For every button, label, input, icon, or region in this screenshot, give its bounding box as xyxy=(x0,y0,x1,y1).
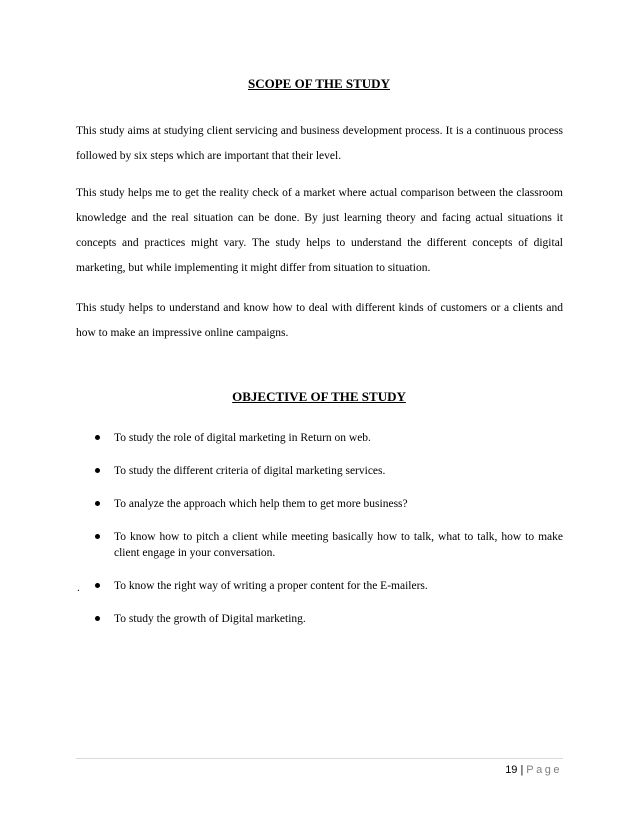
footer-separator: | xyxy=(520,764,524,776)
objective-item-text: To analyze the approach which help them to get more business? xyxy=(114,498,408,510)
bullet-icon xyxy=(95,435,100,440)
scope-heading: SCOPE OF THE STUDY xyxy=(248,76,390,91)
objective-item xyxy=(76,529,563,561)
page-footer xyxy=(505,762,562,778)
objective-item xyxy=(76,611,563,627)
objective-item xyxy=(76,430,563,446)
bullet-icon xyxy=(95,583,100,588)
objective-item xyxy=(76,578,563,594)
stray-period-mark: . xyxy=(77,582,80,594)
objective-item xyxy=(76,496,563,512)
bullet-icon xyxy=(95,534,100,539)
objective-item-text: To study the different criteria of digital marketing services. xyxy=(114,465,386,477)
bullet-icon xyxy=(95,468,100,473)
objective-item-text: To study the growth of Digital marketing. xyxy=(114,613,306,625)
bullet-icon xyxy=(95,616,100,621)
scope-paragraph-2: This study helps me to get the reality check of a market where actual comparison between the classroom knowledge and the real situation can be done. By just learning theory and facing actual situations it concepts and practices might vary. The study helps to understand the different concepts of digital marketing, but while implementing it might differ from situation to situation. xyxy=(76,187,563,274)
objective-list xyxy=(76,430,563,627)
footer-divider xyxy=(76,758,563,759)
bullet-icon xyxy=(95,501,100,506)
page-label: Page xyxy=(526,764,562,776)
objective-item-text: To study the role of digital marketing in Return on web. xyxy=(114,432,371,444)
scope-paragraph-3: This study helps to understand and know how to deal with different kinds of customers or a clients and how to make an impressive online campaigns. xyxy=(76,302,563,339)
objective-item-text: To know how to pitch a client while meeting basically how to talk, what to talk, how to make client engage in your conversation. xyxy=(114,531,563,559)
objective-item-text: To know the right way of writing a proper content for the E-mailers. xyxy=(114,580,428,592)
scope-paragraph-1: This study aims at studying client servicing and business development process. It is a continuous process followed by six steps which are important that their level. xyxy=(76,125,563,162)
objective-item xyxy=(76,463,563,479)
page-number: 19 xyxy=(505,764,518,776)
objective-heading: OBJECTIVE OF THE STUDY xyxy=(232,389,406,404)
